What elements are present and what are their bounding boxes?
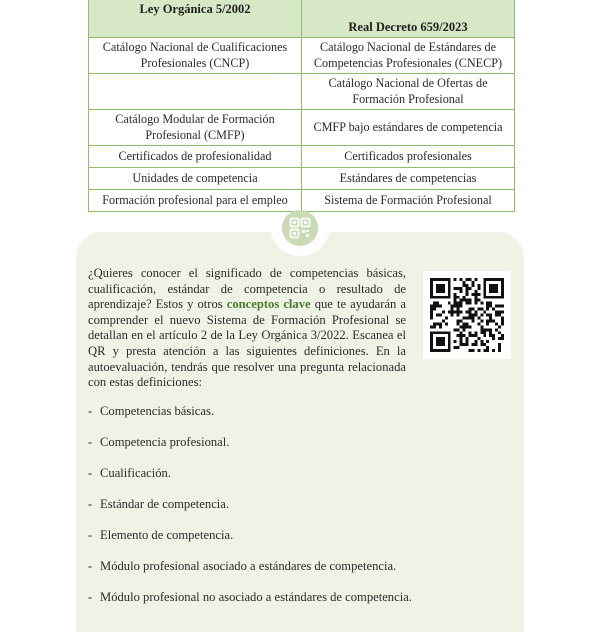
list-item: - Módulo profesional no asociado a estándares de competencia. [88,590,412,604]
intro-text: ¿Quieres conocer el significado de competencias básicas, cualificación, estándar de competencia o resultado de aprendizaje? Estos y otros [88,266,406,312]
comparison-table [88,0,515,212]
table-row [89,146,515,168]
table-cell: Formación profesional para el empleo [89,190,302,212]
list-item: - Competencia profesional. [88,435,230,449]
table-cell: Unidades de competencia [89,168,302,190]
table-cell: Certificados profesionales [302,146,515,168]
table-cell: Catálogo Nacional de Ofertas de Formación Profesional [302,74,515,110]
table-cell: Estándares de competencias [302,168,515,190]
qr-code-icon [430,278,504,352]
table-row [89,168,515,190]
key-concepts-highlight: conceptos clave [226,297,311,312]
table-row [89,190,515,212]
table-cell: Catálogo Modular de Formación Profesional (CMFP) [89,110,302,146]
intro-paragraph [88,266,406,391]
list-item: - Elemento de competencia. [88,528,234,542]
table-header-real-decreto: Real Decreto 659/2023 [302,0,515,38]
list-item: - Estándar de competencia. [88,497,230,511]
table-cell: Sistema de Formación Profesional [302,190,515,212]
table-cell: Certificados de profesionalidad [89,146,302,168]
list-item: - Competencias básicas. [88,404,215,418]
table-row [89,74,515,110]
qr-code[interactable] [423,271,511,359]
table-cell [89,74,302,110]
table-cell: Catálogo Nacional de Cualificaciones Profesionales (CNCP) [89,38,302,74]
table-cell: Catálogo Nacional de Estándares de Competencias Profesionales (CNECP) [302,38,515,74]
list-item: - Módulo profesional asociado a estándares de competencia. [88,559,397,573]
qr-section-icon [282,210,318,246]
list-item: - Cualificación. [88,466,171,480]
table-header-row [89,0,515,38]
table-row [89,38,515,74]
table-cell: CMFP bajo estándares de competencia [302,110,515,146]
definitions-list [88,402,508,619]
table-row [89,110,515,146]
intro-text-continued: que te ayudarán a comprender el nuevo Sistema de Formación Profesional se detallan en el artículo 2 de la Ley Orgánica 3/2022. Escanea el QR y presta atención a las siguientes definiciones. En la autoevaluación, tendrás que resolver una pregunta relacionada con estas definiciones: [88,297,407,390]
table-header-ley: Ley Orgánica 5/2002 [89,0,302,38]
